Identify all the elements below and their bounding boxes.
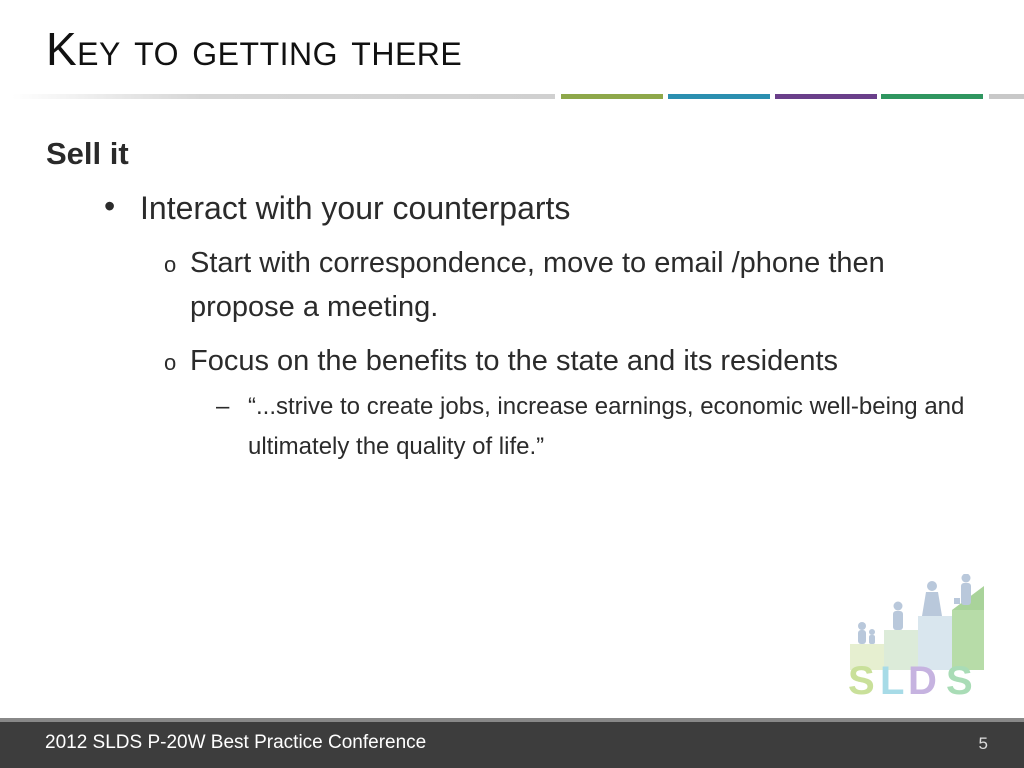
slide-content — [46, 136, 996, 467]
circle-bullet-icon: o — [164, 252, 177, 277]
quote-item — [216, 387, 1008, 467]
sub-bullet-item — [164, 339, 990, 383]
page-number: 5 — [978, 734, 988, 753]
section-heading: Sell it — [46, 136, 129, 171]
sub-bullet-item — [164, 241, 990, 329]
sub-bullet-text: Focus on the benefits to the state and its residents — [190, 345, 839, 377]
bullet-text: Interact with your counterparts — [140, 190, 571, 226]
svg-text:S: S — [848, 659, 875, 698]
accent-bar-gray — [989, 94, 1024, 99]
bullet-dot-icon: • — [104, 188, 116, 224]
slide-title: Key to getting there — [46, 23, 463, 75]
footer-bar — [0, 718, 1024, 768]
circle-bullet-icon: o — [164, 350, 177, 375]
svg-text:S: S — [946, 659, 973, 698]
bullet-item — [104, 190, 996, 227]
slds-logo-icon — [846, 574, 988, 698]
accent-bar-teal — [668, 94, 770, 99]
title-divider — [12, 94, 555, 99]
svg-text:D: D — [908, 659, 937, 698]
svg-text:L: L — [880, 659, 905, 698]
dash-bullet-icon: – — [216, 393, 230, 420]
accent-bar-darkgreen — [881, 94, 983, 99]
footer-text: 2012 SLDS P-20W Best Practice Conference — [45, 732, 427, 753]
slds-logo-text — [848, 659, 973, 698]
quote-text: “...strive to create jobs, increase earnings, economic well-being and ultimately the quality of life.” — [248, 393, 965, 460]
accent-bar-green — [561, 94, 663, 99]
accent-bar-purple — [775, 94, 877, 99]
sub-bullet-text: Start with correspondence, move to email /phone then propose a meeting. — [190, 247, 885, 323]
